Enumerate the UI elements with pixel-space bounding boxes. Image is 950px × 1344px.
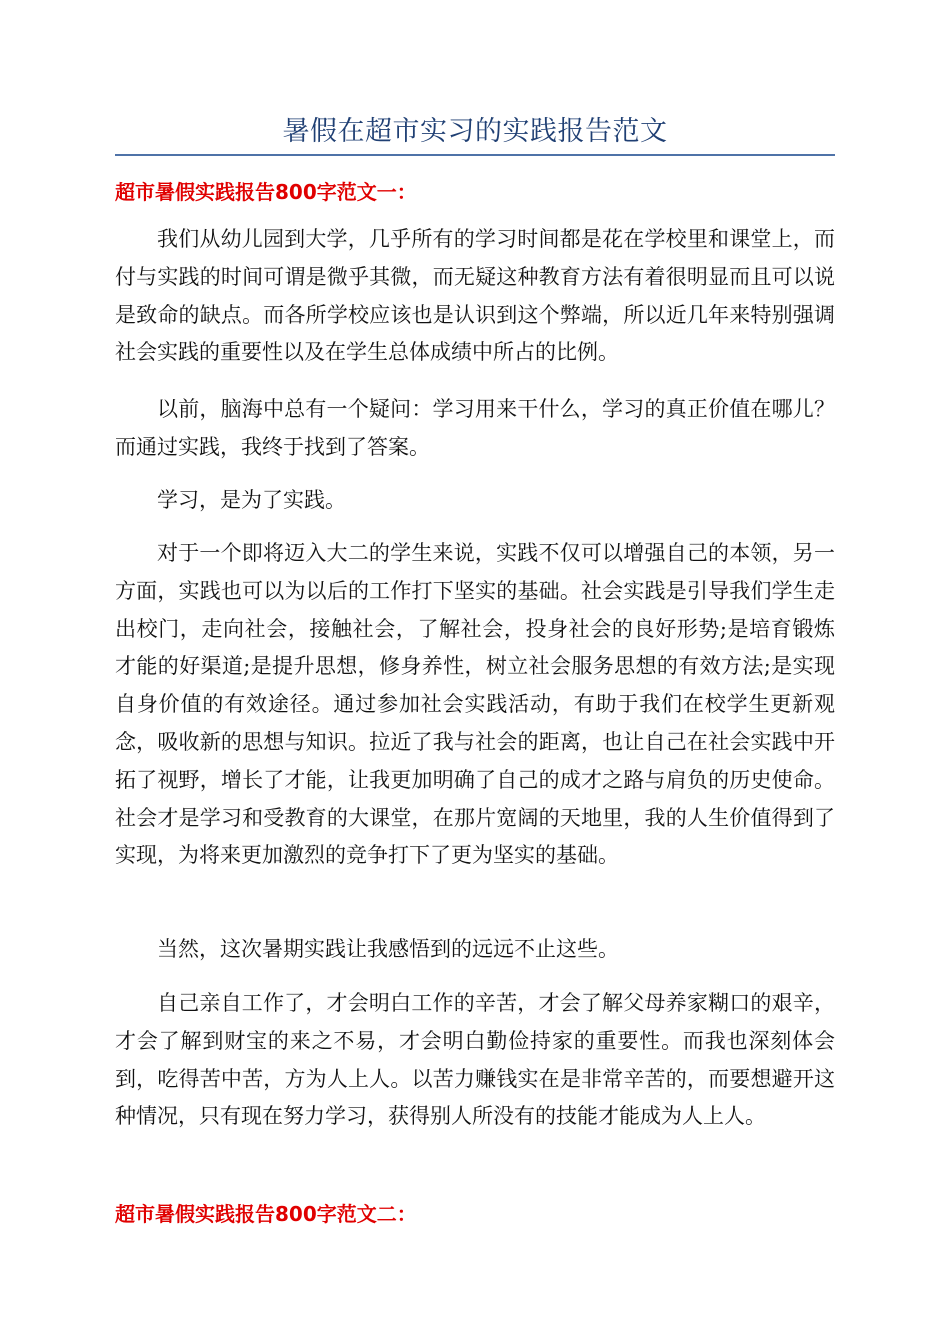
title-underline xyxy=(115,154,835,156)
document-title: 暑假在超市实习的实践报告范文 xyxy=(282,116,668,147)
section-heading-2: 超市暑假实践报告800字范文二： xyxy=(115,1202,417,1226)
section-heading-1: 超市暑假实践报告800字范文一： xyxy=(115,180,417,204)
paragraph-6: 自己亲自工作了，才会明白工作的辛苦，才会了解父母养家糊口的艰辛，才会了解到财宝的来之不易，才会明白勤俭持家的重要性。而我也深刻体会到，吃得苦中苦，方为人上人。以苦力赚钱实在是非常辛苦的，而要想避开这种情况，只有现在努力学习，获得别人所没有的技能才能成为人上人。 xyxy=(115,991,835,1129)
paragraph-5: 当然，这次暑期实践让我感悟到的远远不止这些。 xyxy=(157,937,619,961)
paragraph-4: 对于一个即将迈入大二的学生来说，实践不仅可以增强自己的本领，另一方面，实践也可以为以后的工作打下坚实的基础。社会实践是引导我们学生走出校门，走向社会，接触社会，了解社会，投身社会的良好形势;是培育锻炼才能的好渠道;是提升思想，修身养性，树立社会服务思想的有效方法;是实现自身价值的有效途径。通过参加社会实践活动，有助于我们在校学生更新观念，吸收新的思想与知识。拉近了我与社会的距离，也让自己在社会实践中开拓了视野，增长了才能，让我更加明确了自己的成才之路与肩负的历史使命。社会才是学习和受教育的大课堂，在那片宽阔的天地里，我的人生价值得到了实现，为将来更加激烈的竞争打下了更为坚实的基础。 xyxy=(115,541,835,868)
paragraph-3: 学习，是为了实践。 xyxy=(157,488,346,512)
paragraph-2: 以前，脑海中总有一个疑问：学习用来干什么，学习的真正价值在哪儿？而通过实践，我终于找到了答案。 xyxy=(115,397,835,459)
paragraph-1: 我们从幼儿园到大学，几乎所有的学习时间都是花在学校里和课堂上，而付与实践的时间可谓是微乎其微，而无疑这种教育方法有着很明显而且可以说是致命的缺点。而各所学校应该也是认识到这个弊端，所以近几年来特别强调社会实践的重要性以及在学生总体成绩中所占的比例。 xyxy=(115,227,835,365)
